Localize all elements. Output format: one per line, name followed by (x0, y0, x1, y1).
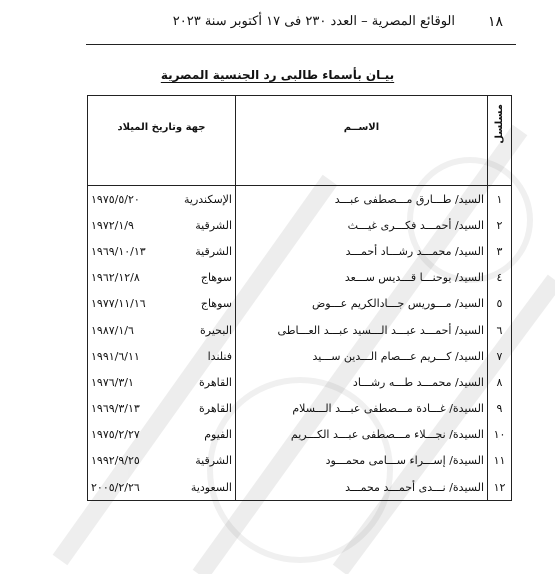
document-title: بيـان بأسماء طالبى رد الجنسية المصرية (160, 68, 395, 82)
birth-date: ١٩٧٥/٢/٢٧ (91, 428, 140, 442)
birth-date: ١٩٩٢/٩/٢٥ (91, 454, 140, 468)
birth-date: ١٩٦٩/٣/١٣ (91, 402, 140, 416)
table-row (88, 291, 512, 317)
name-cell: السيد/ أحمـــد عبـــد الـــسيد عبـــد العـــاطى (236, 317, 488, 343)
serial-cell: ٨ (488, 369, 512, 395)
serial-cell: ٩ (488, 396, 512, 422)
birth-place: الشرقية (195, 244, 232, 258)
name-cell: السيد/ أحمـــد فكـــرى غيـــث (236, 212, 488, 238)
birth-info-cell (88, 474, 236, 501)
serial-cell: ٣ (488, 238, 512, 264)
birth-place: الإسكندرية (184, 192, 232, 206)
birth-place: القاهرة (199, 375, 232, 389)
birth-place: الفيوم (204, 428, 232, 442)
birth-info-column-header: جهة وتاريخ الميلاد (88, 96, 236, 186)
table-row (88, 422, 512, 448)
table-row (88, 448, 512, 474)
birth-place: البحيرة (200, 323, 232, 337)
table-header-row (88, 96, 512, 186)
birth-place: سوهاج (200, 297, 232, 311)
table-row (88, 317, 512, 343)
birth-date: ٢٠٠٥/٢/٢٦ (91, 480, 140, 494)
serial-cell: ١١ (488, 448, 512, 474)
serial-cell: ٤ (488, 265, 512, 291)
name-cell: السيد/ محمـــد رشـــاد أحمـــد (236, 238, 488, 264)
birth-info-cell (88, 212, 236, 238)
birth-place: الشرقية (195, 218, 232, 232)
birth-info-cell (88, 291, 236, 317)
birth-place: فنلندا (207, 349, 232, 363)
name-cell: السيدة/ غـــادة مـــصطفى عبـــد الـــسلام (236, 396, 488, 422)
name-cell: السيدة/ نـــدى أحمـــد محمـــد (236, 474, 488, 501)
table-row (88, 212, 512, 238)
birth-date: ١٩٨٧/١/٦ (91, 323, 134, 337)
birth-info-cell (88, 448, 236, 474)
birth-date: ١٩٩١/٦/١١ (91, 349, 140, 363)
birth-place: الشرقية (195, 454, 232, 468)
name-cell: السيد/ محمـــد طـــه رشـــاد (236, 369, 488, 395)
serial-cell: ٥ (488, 291, 512, 317)
table-row (88, 474, 512, 501)
name-cell: السيد/ مـــوريس جـــادالكريم عـــوض (236, 291, 488, 317)
gazette-header-title: الوقائع المصرية – العدد ٢٣٠ فى ١٧ أكتوبر سنة ٢٠٢٣ (172, 14, 455, 29)
table-row (88, 396, 512, 422)
table-row (88, 369, 512, 395)
header-divider (86, 44, 516, 45)
serial-cell: ١٢ (488, 474, 512, 501)
serial-cell: ٧ (488, 343, 512, 369)
name-cell: السيد/ كـــريم عـــصام الـــدين ســـيد (236, 343, 488, 369)
birth-info-cell (88, 186, 236, 213)
birth-info-cell (88, 238, 236, 264)
serial-cell: ١ (488, 186, 512, 213)
name-cell: السيدة/ نجـــلاء مـــصطفى عبـــد الكـــريم (236, 422, 488, 448)
birth-info-cell (88, 317, 236, 343)
birth-info-cell (88, 369, 236, 395)
birth-place: سوهاج (200, 271, 232, 285)
birth-place: السعودية (190, 480, 232, 494)
table-row (88, 265, 512, 291)
name-cell: السيدة/ إســـراء ســـامى محمـــود (236, 448, 488, 474)
table-row (88, 343, 512, 369)
serial-cell: ١٠ (488, 422, 512, 448)
birth-date: ١٩٧٥/٥/٢٠ (91, 192, 140, 206)
table-row (88, 186, 512, 213)
name-column-header: الاســم (236, 96, 488, 186)
birth-date: ١٩٧٦/٣/١ (91, 375, 134, 389)
birth-date: ١٩٦٩/١٠/١٣ (91, 244, 146, 258)
birth-date: ١٩٦٢/١٢/٨ (91, 271, 140, 285)
birth-date: ١٩٧٢/١/٩ (91, 218, 134, 232)
name-cell: السيد/ يوحنـــا قـــديس ســـعد (236, 265, 488, 291)
name-cell: السيد/ طـــارق مـــصطفى عبـــد (236, 186, 488, 213)
birth-info-cell (88, 422, 236, 448)
serial-cell: ٢ (488, 212, 512, 238)
applicants-table (87, 95, 512, 501)
birth-info-cell (88, 265, 236, 291)
birth-info-cell (88, 343, 236, 369)
birth-info-cell (88, 396, 236, 422)
serial-cell: ٦ (488, 317, 512, 343)
birth-date: ١٩٧٧/١١/١٦ (91, 297, 146, 311)
serial-column-header: مسلسل (488, 96, 512, 186)
birth-place: القاهرة (199, 402, 232, 416)
table-row (88, 238, 512, 264)
page-number: ١٨ (488, 14, 504, 30)
